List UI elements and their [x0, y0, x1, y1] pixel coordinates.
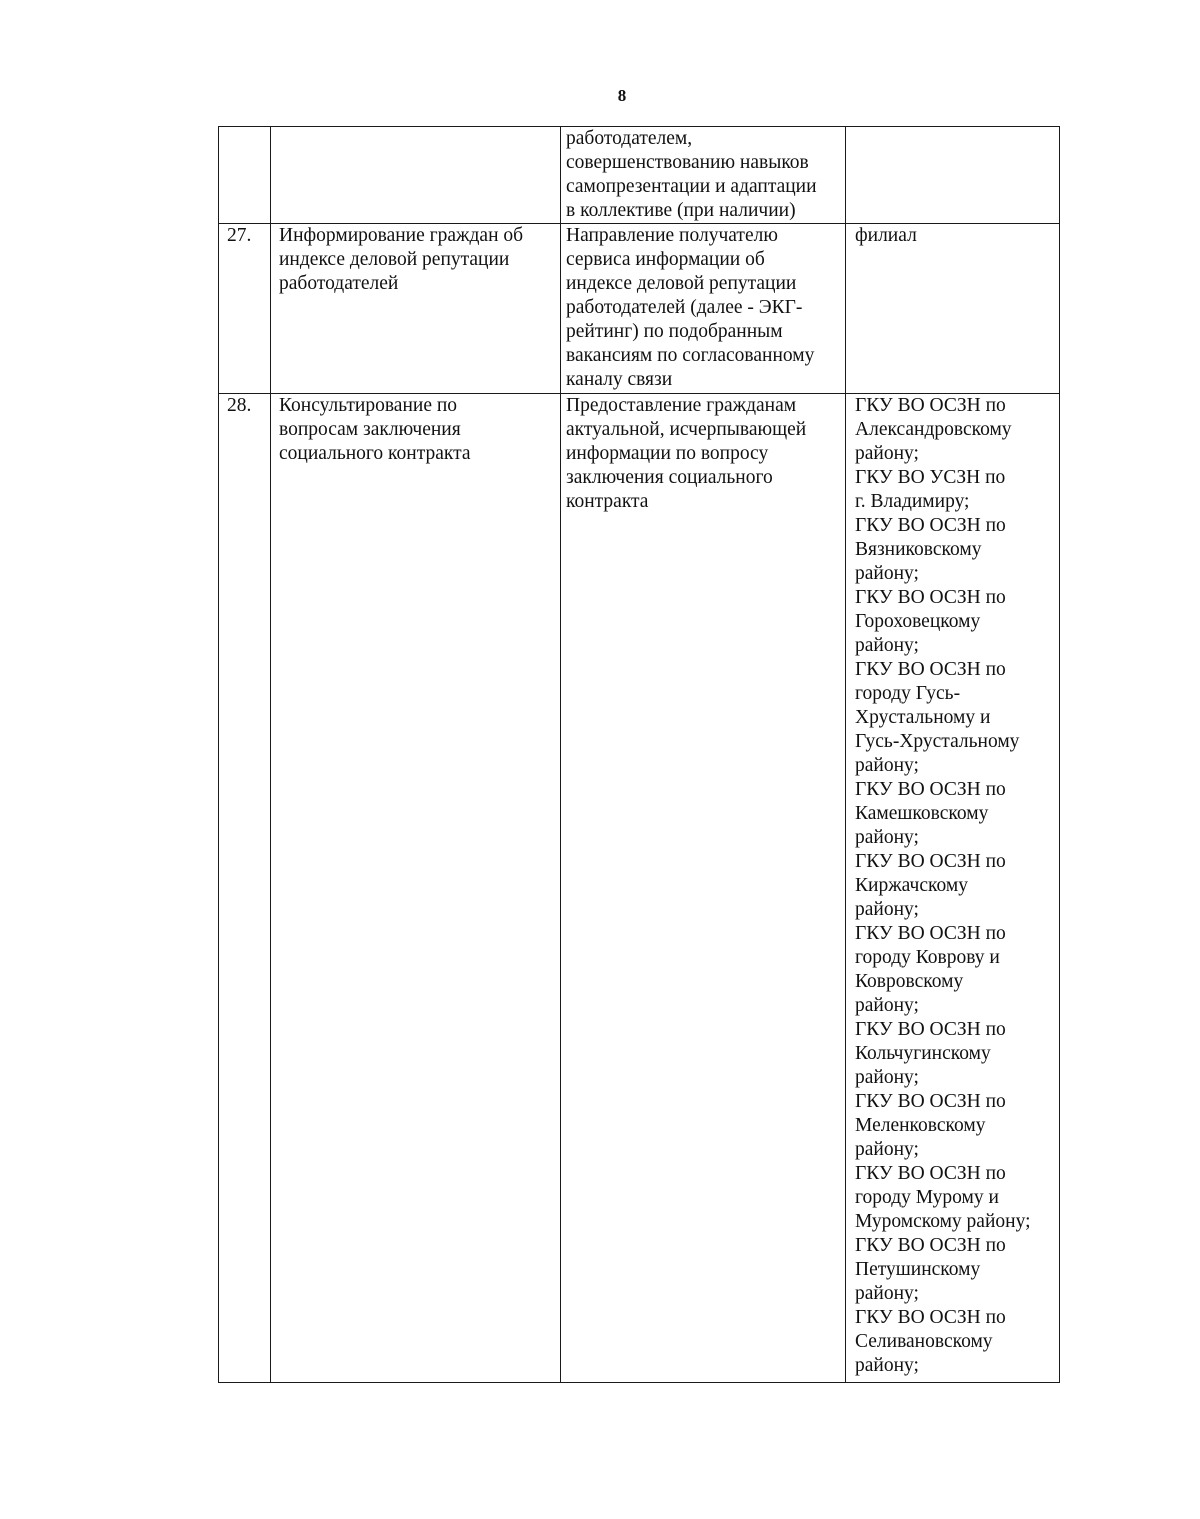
table-row [219, 394, 1060, 1383]
text-line: району; [855, 827, 919, 848]
text-line: району; [855, 563, 919, 584]
text-line: району; [855, 1067, 919, 1088]
text-line: информации по вопросу [566, 443, 769, 464]
text-line: работодателем, [566, 128, 693, 149]
text-line: городу Коврову и [855, 947, 1000, 968]
text-line: району; [855, 1283, 919, 1304]
executor-cell [846, 127, 1060, 224]
text-line: городу Гусь- [855, 683, 961, 704]
row-number: 27. [227, 225, 252, 246]
service-name-cell [271, 224, 561, 394]
text-line: району; [855, 995, 919, 1016]
text-line: ГКУ ВО ОСЗН по [855, 1019, 1006, 1040]
text-line: Петушинскому [855, 1259, 981, 1280]
text-line: ГКУ ВО ОСЗН по [855, 515, 1006, 536]
text-line: Направление получателю [566, 225, 778, 246]
text-line: ГКУ ВО ОСЗН по [855, 1235, 1006, 1256]
text-line: индексе деловой репутации [279, 249, 510, 270]
text-line: актуальной, исчерпывающей [566, 419, 807, 440]
text-line: району; [855, 1355, 919, 1376]
text-line: Гороховецкому [855, 611, 981, 632]
text-line: вопросам заключения [279, 419, 461, 440]
text-line: филиал [855, 225, 917, 246]
services-table [218, 126, 1060, 1383]
executor-cell [846, 394, 1060, 1383]
text-line: Камешковскому [855, 803, 989, 824]
text-line: социального контракта [279, 443, 471, 464]
text-line: Киржачскому [855, 875, 968, 896]
text-line: району; [855, 1139, 919, 1160]
text-line: городу Мурому и [855, 1187, 999, 1208]
text-line: Меленковскому [855, 1115, 986, 1136]
text-line: рейтинг) по подобранным [566, 321, 783, 342]
row-number: 28. [227, 395, 252, 416]
text-line: ГКУ ВО ОСЗН по [855, 923, 1006, 944]
page-number: 8 [617, 86, 627, 105]
service-description-cell [561, 224, 846, 394]
text-line: району; [855, 755, 919, 776]
text-line: району; [855, 635, 919, 656]
service-description-cell [561, 394, 846, 1383]
text-line: Александровскому [855, 419, 1012, 440]
text-line: району; [855, 443, 919, 464]
text-line: Ковровскому [855, 971, 964, 992]
service-description-cell [561, 127, 846, 224]
text-line: ГКУ ВО УСЗН по [855, 467, 1006, 488]
text-line: Гусь-Хрустальному [855, 731, 1020, 752]
row-number-cell [219, 224, 271, 394]
text-line: сервиса информации об [566, 249, 765, 270]
service-name-cell [271, 127, 561, 224]
text-line: ГКУ ВО ОСЗН по [855, 659, 1006, 680]
text-line: ГКУ ВО ОСЗН по [855, 587, 1006, 608]
text-line: Предоставление гражданам [566, 395, 797, 416]
text-line: индексе деловой репутации [566, 273, 797, 294]
text-line: работодателей [279, 273, 399, 294]
text-line: Консультирование по [279, 395, 458, 416]
text-line: контракта [566, 491, 649, 512]
text-line: Кольчугинскому [855, 1043, 991, 1064]
text-line: совершенствованию навыков [566, 152, 809, 173]
executor-cell [846, 224, 1060, 394]
text-line: каналу связи [566, 369, 673, 390]
text-line: ГКУ ВО ОСЗН по [855, 851, 1006, 872]
text-line: ГКУ ВО ОСЗН по [855, 1307, 1006, 1328]
text-line: Хрустальному и [855, 707, 991, 728]
text-line: Информирование граждан об [279, 225, 524, 246]
text-line: в коллективе (при наличии) [566, 200, 796, 221]
text-line: Вязниковскому [855, 539, 982, 560]
row-number-cell [219, 127, 271, 224]
text-line: ГКУ ВО ОСЗН по [855, 1163, 1006, 1184]
text-line: ГКУ ВО ОСЗН по [855, 779, 1006, 800]
text-line: работодателей (далее - ЭКГ- [566, 297, 803, 318]
text-line: ГКУ ВО ОСЗН по [855, 1091, 1006, 1112]
table-row [219, 224, 1060, 394]
text-line: Муромскому району; [855, 1211, 1031, 1232]
text-line: г. Владимиру; [855, 491, 970, 512]
text-line: вакансиям по согласованному [566, 345, 815, 366]
text-line: заключения социального [566, 467, 773, 488]
service-name-cell [271, 394, 561, 1383]
row-number-cell [219, 394, 271, 1383]
text-line: ГКУ ВО ОСЗН по [855, 395, 1006, 416]
table-row [219, 127, 1060, 224]
text-line: району; [855, 899, 919, 920]
text-line: Селивановскому [855, 1331, 993, 1352]
text-line: самопрезентации и адаптации [566, 176, 817, 197]
